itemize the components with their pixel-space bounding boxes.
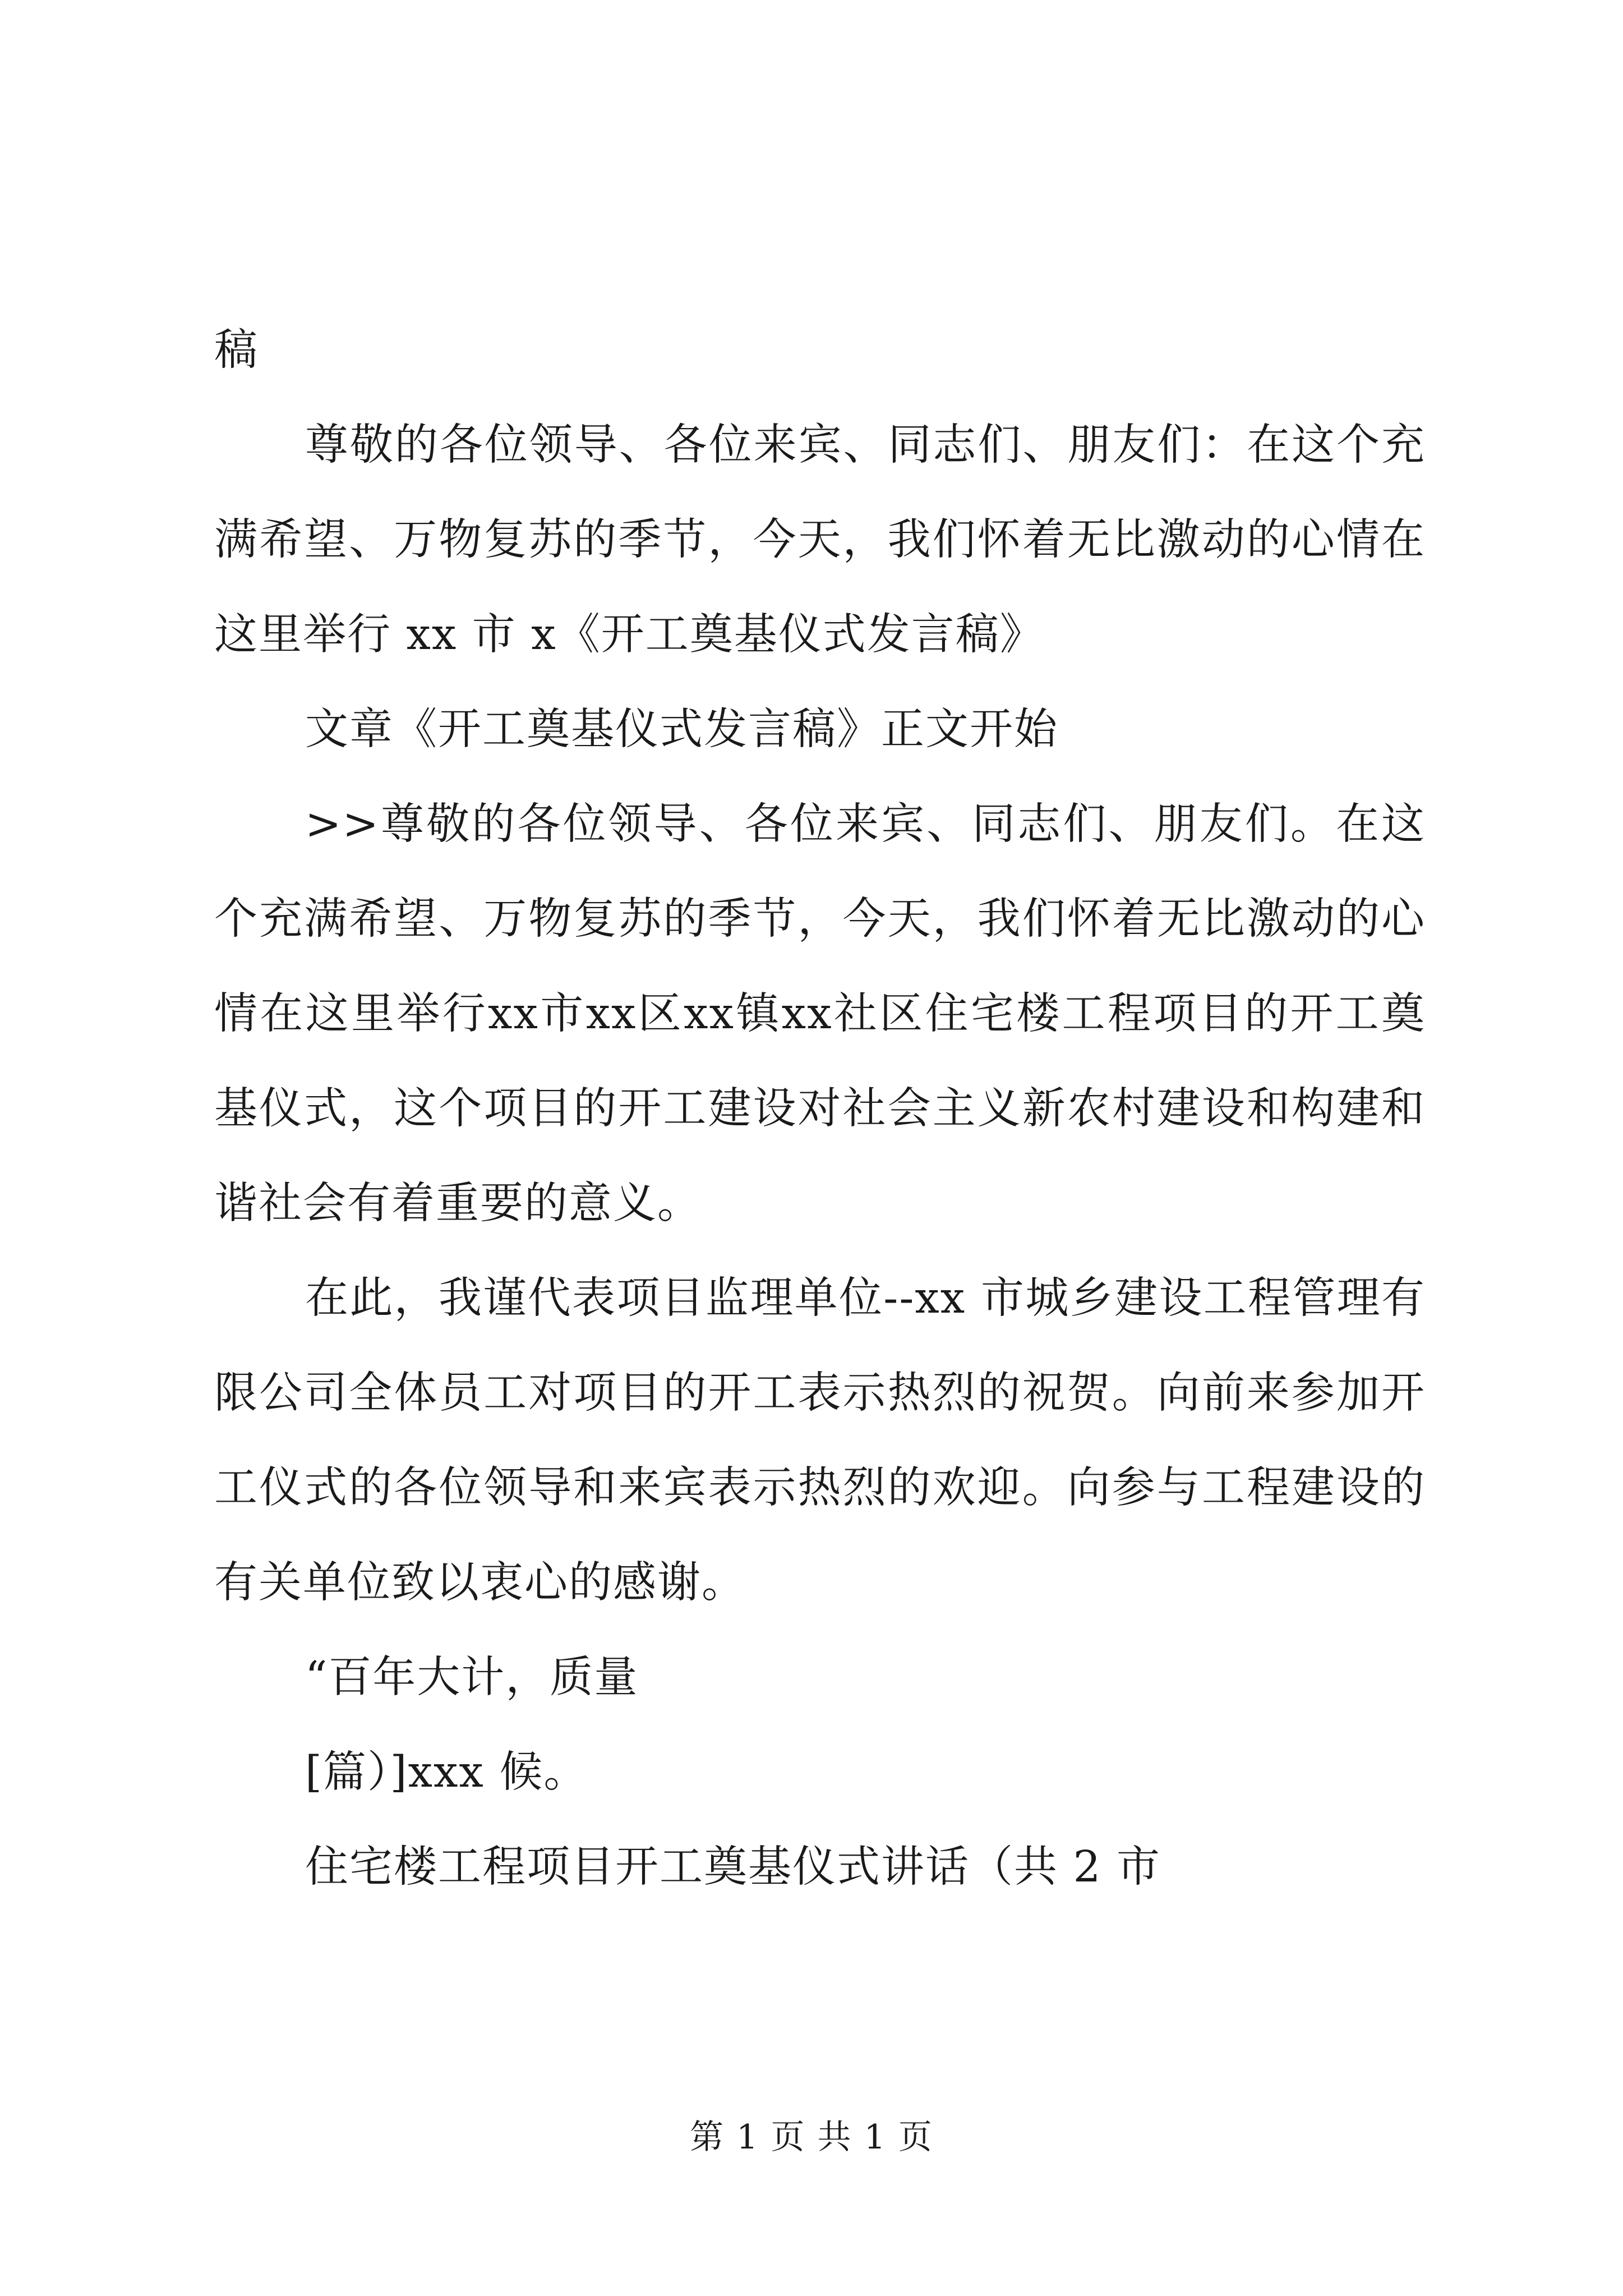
- paragraph-article-start: 文章《开工奠基仪式发言稿》正文开始: [305, 705, 1058, 754]
- paragraph-main: >>尊敬的各位领导、各位来宾、同志们、朋友们。在这个充满希望、万物复苏的季节，今天，我们怀着无比激动的心情在这里举行xx市xx区xx镇xx社区住宅楼工程项目的开工奠基仪式，这个项目的开工建设对社会主义新农村建设和构建和谐社会有着重要的意义。: [214, 799, 1426, 1228]
- paragraph-speech-title: 住宅楼工程项目开工奠基仪式讲话（共 2 市: [305, 1842, 1161, 1892]
- paragraph-title-fragment: 稿: [214, 325, 259, 375]
- paragraph-congratulations: 在此，我谨代表项目监理单位--xx 市城乡建设工程管理有限公司全体员工对项目的开工表示热烈的祝贺。向前来参加开工仪式的各位领导和来宾表示热烈的欢迎。向参与工程建设的有关单位致以衷心的感谢。: [214, 1273, 1426, 1608]
- paragraph-greeting: 尊敬的各位领导、各位来宾、同志们、朋友们：在这个充满希望、万物复苏的季节，今天，我们怀着无比激动的心情在这里举行 xx 市 x《开工奠基仪式发言稿》: [214, 420, 1426, 660]
- page-footer: 第 1 页 共 1 页: [690, 2118, 933, 2157]
- paragraph-quality-quote: “百年大计，质量: [305, 1653, 639, 1703]
- document-body: [214, 303, 1426, 1915]
- paragraph-fragment: [篇）]xxx 候。: [305, 1747, 588, 1797]
